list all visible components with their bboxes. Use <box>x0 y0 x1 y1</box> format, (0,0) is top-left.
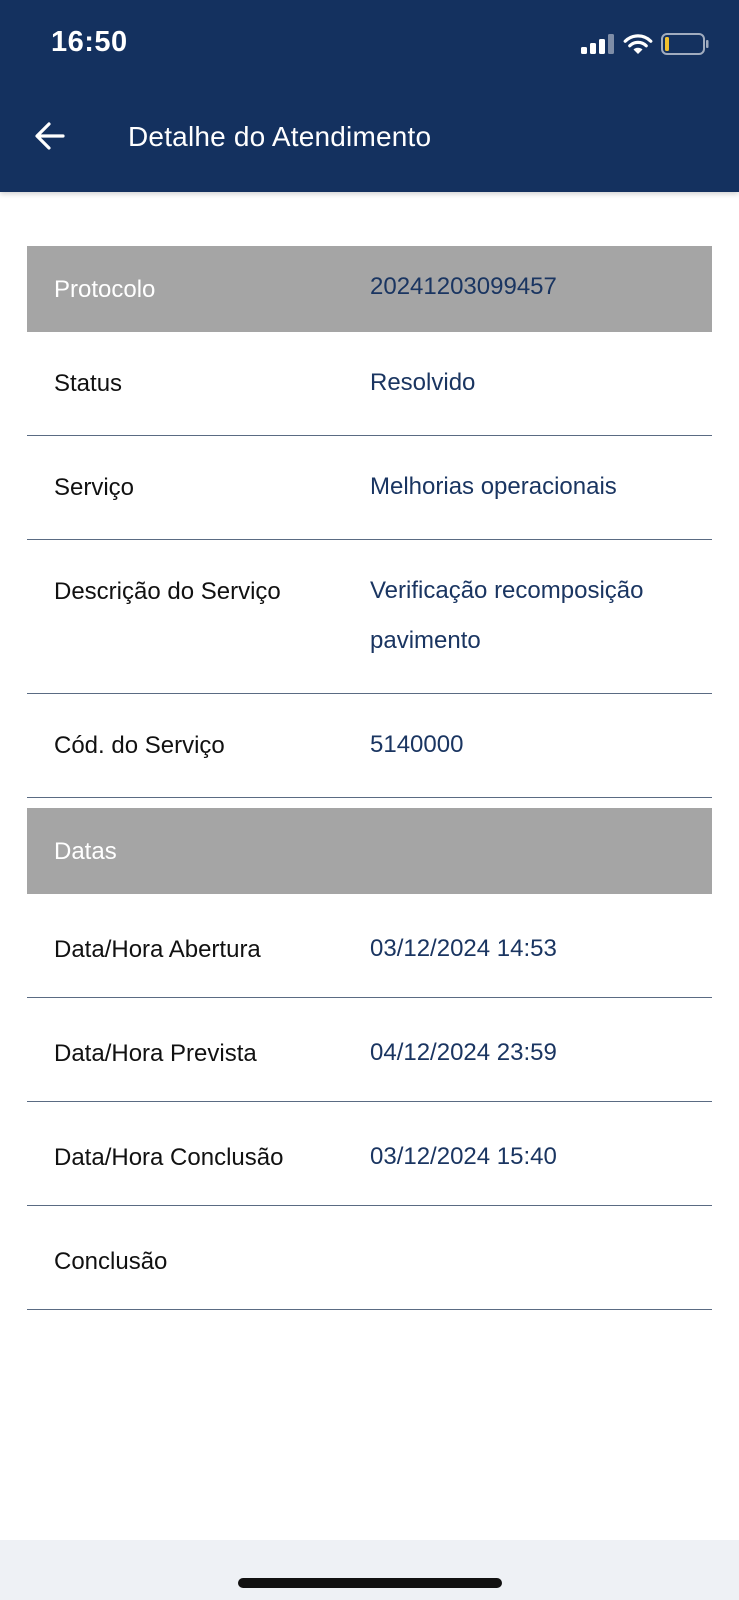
page-title: Detalhe do Atendimento <box>128 121 432 152</box>
detail-value: 5140000 <box>370 731 464 758</box>
detail-value: Verificação recomposição pavimento <box>370 577 644 654</box>
date-label: Data/Hora Prevista <box>54 1040 257 1067</box>
section-spacer <box>27 798 712 808</box>
date-label: Data/Hora Conclusão <box>54 1144 284 1171</box>
battery-icon <box>661 33 709 55</box>
date-row-expected <box>27 998 712 1102</box>
protocol-label: Protocolo <box>54 276 156 303</box>
date-label: Data/Hora Abertura <box>54 936 261 963</box>
date-label: Conclusão <box>54 1248 168 1275</box>
protocol-header <box>27 246 712 332</box>
date-row-conclusion <box>27 1206 712 1310</box>
detail-label: Serviço <box>54 474 135 501</box>
wifi-icon <box>623 33 653 55</box>
detail-label: Cód. do Serviço <box>54 732 225 759</box>
home-indicator[interactable] <box>238 1578 502 1588</box>
date-row-opening <box>27 894 712 998</box>
detail-row-status <box>27 332 712 436</box>
arrow-left-icon <box>30 116 70 156</box>
detail-row-service-code <box>27 694 712 798</box>
bottom-safe-area <box>0 1540 739 1600</box>
date-value: 03/12/2024 14:53 <box>370 935 557 962</box>
detail-label: Status <box>54 370 123 397</box>
date-value: 03/12/2024 15:40 <box>370 1143 557 1170</box>
service-detail-list <box>27 246 712 1310</box>
date-row-completion <box>27 1102 712 1206</box>
detail-value: Resolvido <box>370 369 476 396</box>
detail-row-service-description <box>27 540 712 694</box>
detail-value: Melhorias operacionais <box>370 473 617 500</box>
date-value: 04/12/2024 23:59 <box>370 1039 557 1066</box>
signal-icon <box>581 34 615 54</box>
detail-row-service <box>27 436 712 540</box>
status-bar-icons <box>581 30 709 58</box>
back-button[interactable] <box>30 116 70 156</box>
status-bar-time: 16:50 <box>51 26 128 58</box>
dates-section-label: Datas <box>54 838 117 865</box>
protocol-value: 20241203099457 <box>370 273 557 300</box>
dates-section-header <box>27 808 712 894</box>
app-header <box>0 0 739 192</box>
detail-label: Descrição do Serviço <box>54 578 281 605</box>
